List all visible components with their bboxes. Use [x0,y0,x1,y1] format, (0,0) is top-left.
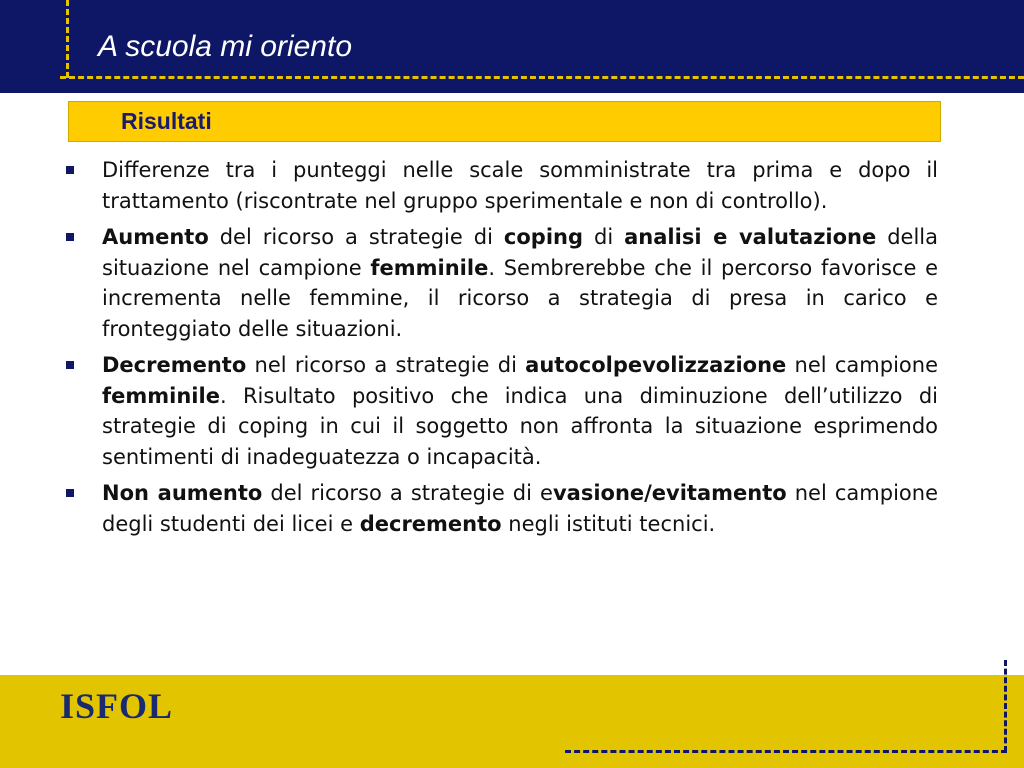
text-segment: Differenze tra i punteggi nelle scale somministrate tra prima e dopo il trattamento (riscontrate nel gruppo sperimentale e non di controllo). [102,158,938,213]
bullet-item [64,222,938,344]
text-segment: . Risultato positivo che indica una diminuzione dell’utilizzo di strategie di coping in cui il soggetto non affronta la situazione esprimendo sentimenti di inadeguatezza o incapacità. [102,383,938,469]
isfol-logo [60,685,180,735]
bold-segment: Aumento [102,225,209,249]
text-segment: nel campione [786,353,938,377]
bold-segment: decremento [359,511,502,536]
section-header-bar [68,101,941,142]
bold-segment: autocolpevolizzazione [525,353,787,377]
text-segment: del ricorso a strategie di e [262,481,553,505]
bold-segment: Decremento [102,353,247,377]
bullet-text [102,158,938,213]
isfol-logo-text: ISFOL [60,686,174,726]
square-bullet-icon [66,489,74,497]
text-segment: negli istituti tecnici. [501,511,716,536]
bullet-item [64,350,938,472]
decorative-dashed-line-vertical [1004,660,1007,752]
text-segment: nel campione degli studenti dei licei e [102,481,938,536]
bold-segment: vasione/evitamento [552,481,787,505]
bold-segment: femminile [102,383,220,408]
bold-segment: analisi e valutazione [624,225,877,249]
text-segment: di [583,225,625,249]
text-segment: nel ricorso a strategie di [246,353,526,377]
decorative-dashed-line-horizontal [565,750,1007,753]
bullet-item [64,155,938,216]
square-bullet-icon [66,166,74,174]
square-bullet-icon [66,233,74,241]
bullet-item [64,478,938,539]
bullet-text [102,353,938,469]
text-segment: . Sembrerebbe che il percorso favorisce e incrementa nelle femmine, il ricorso a strategia di presa in carico e fronteggiato delle situazioni. [102,255,938,341]
section-title: Risultati [121,108,212,134]
decorative-dashed-line-vertical [66,0,69,78]
text-segment: del ricorso a strategie di [208,225,504,249]
slide-title: A scuola mi oriento [98,30,353,63]
square-bullet-icon [66,361,74,369]
text-segment: della situazione nel campione [102,225,939,280]
results-bullet-list [64,155,938,545]
bullet-text [102,481,938,536]
bold-segment: femminile [370,255,489,280]
header-band [0,0,1024,93]
bold-segment: Non aumento [102,481,263,505]
bold-segment: coping [503,225,584,249]
decorative-dashed-line-horizontal [60,76,1024,79]
bullet-text [102,225,938,341]
